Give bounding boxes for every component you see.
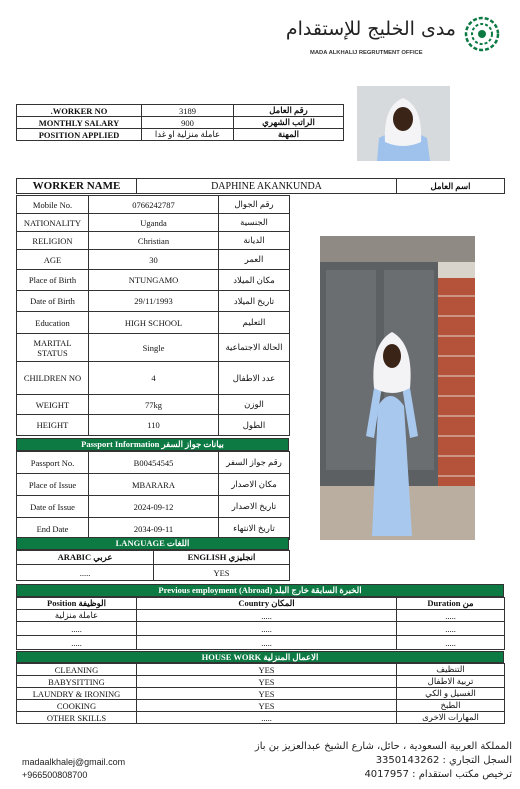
housework-label: LAUNDRY & IRONING — [17, 688, 137, 700]
passport-label: End Date — [17, 518, 89, 540]
experience-col-duration: Duration من — [397, 598, 505, 610]
detail-label-ar: الجنسية — [219, 214, 290, 232]
detail-label: Place of Birth — [17, 270, 89, 291]
position-label: POSITION APPLIED — [17, 129, 142, 141]
worker-no-label-ar: رقم العامل — [234, 105, 344, 117]
portrait-photo — [357, 86, 450, 161]
footer-license: ترخيص مكتب استقدام : 4017957 — [364, 769, 512, 780]
experience-duration: ..... — [397, 636, 505, 650]
worker-name-label: WORKER NAME — [17, 179, 137, 194]
worker-name-label-ar: اسم العامل — [397, 179, 505, 194]
detail-label: CHILDREN NO — [17, 362, 89, 395]
detail-label: Date of Birth — [17, 291, 89, 312]
language-english-label: ENGLISH انجليزي — [154, 551, 290, 565]
logo-arabic-name: مدى الخليج للإستقدام — [285, 18, 456, 40]
passport-table — [16, 451, 290, 540]
footer-address: المملكة العربية السعودية ، حائل، شارع الشيخ عبدالعزيز بن باز — [254, 741, 512, 752]
detail-label-ar: عدد الاطفال — [219, 362, 290, 395]
footer-phone: +966500808700 — [22, 770, 88, 780]
detail-value: Single — [89, 334, 219, 362]
detail-value: 30 — [89, 250, 219, 270]
experience-table — [16, 597, 505, 650]
language-table — [16, 550, 290, 581]
top-info-table — [16, 104, 344, 141]
salary-label-ar: الراتب الشهري — [234, 117, 344, 129]
company-logo — [285, 14, 502, 64]
passport-value: 2034-09-11 — [89, 518, 219, 540]
housework-label: COOKING — [17, 700, 137, 712]
detail-label-ar: الطول — [219, 415, 290, 436]
housework-value: YES — [137, 700, 397, 712]
housework-table — [16, 663, 505, 724]
full-body-photo — [320, 236, 475, 540]
experience-country: ..... — [137, 622, 397, 636]
experience-position: عاملة منزلية — [17, 610, 137, 622]
footer-email: madaalkhalej@gmail.com — [22, 757, 126, 767]
passport-label: Place of Issue — [17, 474, 89, 496]
detail-label: Mobile No. — [17, 196, 89, 214]
footer-commercial-register: السجل التجاري : 3350143262 — [375, 755, 512, 766]
detail-value: NTUNGAMO — [89, 270, 219, 291]
passport-value: 2024-09-12 — [89, 496, 219, 518]
passport-section-header: Passport Information بيانات جواز السفر — [16, 438, 289, 451]
housework-label: CLEANING — [17, 664, 137, 676]
housework-value: ..... — [137, 712, 397, 724]
detail-label-ar: مكان الميلاد — [219, 270, 290, 291]
detail-label: HEIGHT — [17, 415, 89, 436]
detail-label-ar: الديانة — [219, 232, 290, 250]
detail-label: WEIGHT — [17, 395, 89, 415]
experience-col-country: Country المكان — [137, 598, 397, 610]
passport-value: MBARARA — [89, 474, 219, 496]
housework-label-ar: تربية الاطفال — [397, 676, 505, 688]
housework-value: YES — [137, 688, 397, 700]
housework-label: BABYSITTING — [17, 676, 137, 688]
salary-value: 900 — [142, 117, 234, 129]
salary-label: MONTHLY SALARY — [17, 117, 142, 129]
detail-value: 4 — [89, 362, 219, 395]
detail-value: 0766242787 — [89, 196, 219, 214]
language-arabic-value: ..... — [17, 565, 154, 581]
worker-no-label: .WORKER NO — [17, 105, 142, 117]
passport-label: Passport No. — [17, 452, 89, 474]
experience-country: ..... — [137, 610, 397, 622]
housework-value: YES — [137, 664, 397, 676]
detail-value: 110 — [89, 415, 219, 436]
logo-english-name: MADA ALKHALIJ REGRUTMENT OFFICE — [310, 50, 423, 56]
logo-globe-icon — [462, 16, 502, 52]
housework-label-ar: الغسيل و الكي — [397, 688, 505, 700]
detail-label: MARITAL STATUS — [17, 334, 89, 362]
detail-label: AGE — [17, 250, 89, 270]
detail-label-ar: رقم الجوال — [219, 196, 290, 214]
housework-label-ar: التنظيف — [397, 664, 505, 676]
detail-label: NATIONALITY — [17, 214, 89, 232]
position-label-ar: المهنة — [234, 129, 344, 141]
passport-label: Date of Issue — [17, 496, 89, 518]
detail-label-ar: الحالة الاجتماعية — [219, 334, 290, 362]
detail-label: Education — [17, 312, 89, 334]
personal-details-table — [16, 195, 290, 436]
experience-duration: ..... — [397, 610, 505, 622]
housework-label-ar: المهارات الاخرى — [397, 712, 505, 724]
housework-label-ar: الطبخ — [397, 700, 505, 712]
detail-value: 77kg — [89, 395, 219, 415]
detail-value: Uganda — [89, 214, 219, 232]
language-arabic-label: ARABIC عربي — [17, 551, 154, 565]
experience-position: ..... — [17, 636, 137, 650]
worker-name-value: DAPHINE AKANKUNDA — [137, 179, 397, 194]
worker-name-table — [16, 178, 505, 194]
housework-label: OTHER SKILLS — [17, 712, 137, 724]
experience-position: ..... — [17, 622, 137, 636]
detail-label: RELIGION — [17, 232, 89, 250]
experience-duration: ..... — [397, 622, 505, 636]
experience-col-position: Position الوظيفة — [17, 598, 137, 610]
housework-value: YES — [137, 676, 397, 688]
language-section-header: LANGUAGE اللغات — [16, 537, 289, 550]
passport-label-ar: تاريخ الانتهاء — [219, 518, 290, 540]
passport-label-ar: رقم جواز السفر — [219, 452, 290, 474]
experience-section-header: Previous employment (Abroad) الخبرة السابقة خارج البلد — [16, 584, 504, 597]
language-english-value: YES — [154, 565, 290, 581]
worker-no-value: 3189 — [142, 105, 234, 117]
passport-label-ar: تاريخ الاصدار — [219, 496, 290, 518]
detail-value: Christian — [89, 232, 219, 250]
detail-label-ar: التعليم — [219, 312, 290, 334]
detail-value: 29/11/1993 — [89, 291, 219, 312]
passport-value: B00454545 — [89, 452, 219, 474]
experience-country: ..... — [137, 636, 397, 650]
housework-section-header: HOUSE WORK الاعمال المنزلية — [16, 651, 504, 663]
detail-label-ar: تاريخ الميلاد — [219, 291, 290, 312]
detail-label-ar: العمر — [219, 250, 290, 270]
position-value: عاملة منزلية او غدا — [142, 129, 234, 141]
detail-value: HIGH SCHOOL — [89, 312, 219, 334]
detail-label-ar: الوزن — [219, 395, 290, 415]
passport-label-ar: مكان الاصدار — [219, 474, 290, 496]
